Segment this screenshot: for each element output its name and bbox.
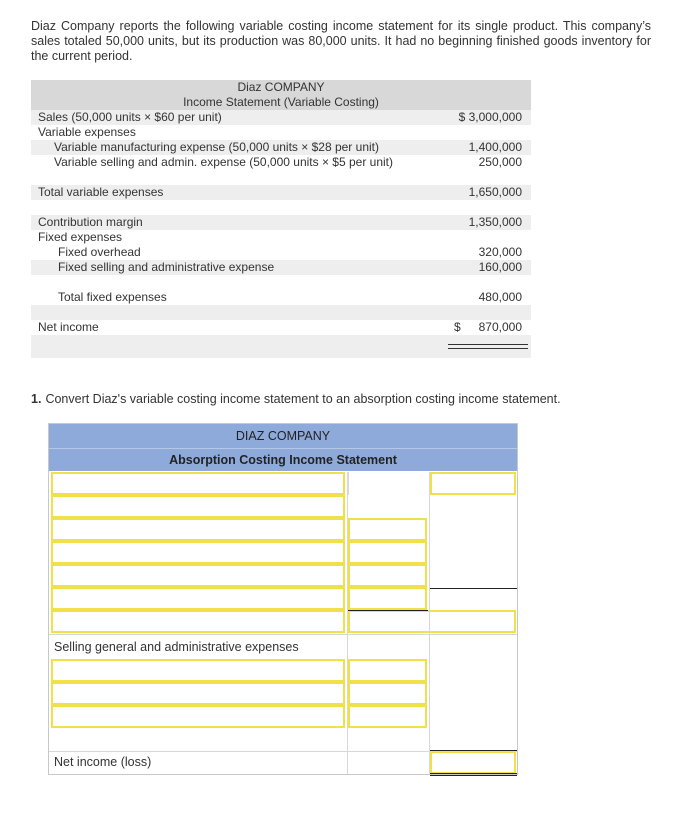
var-sell-label: Variable selling and admin. expense (50,000 units × $5 per unit) — [54, 155, 393, 169]
label-input-row-5[interactable] — [51, 564, 345, 587]
form-title-header: Absorption Costing Income Statement — [49, 449, 517, 471]
total-rule — [430, 750, 517, 751]
sga-label: Selling general and administrative expenses — [54, 640, 299, 654]
question-number: 1. — [31, 392, 42, 406]
total-variable-amount: 1,650,000 — [468, 185, 522, 199]
amount-input-row-3[interactable] — [348, 518, 427, 541]
label-input-row-3[interactable] — [51, 518, 345, 541]
subtotal-rule — [348, 610, 428, 611]
contribution-amount: 1,350,000 — [468, 215, 522, 229]
variable-expenses-label: Variable expenses — [38, 125, 136, 139]
fixed-overhead-amount: 320,000 — [478, 245, 522, 259]
amount-input-row-4[interactable] — [348, 541, 427, 564]
net-income-label: Net income — [38, 320, 99, 334]
var-sell-amount: 250,000 — [478, 155, 522, 169]
fixed-overhead-label: Fixed overhead — [58, 245, 141, 259]
sales-label: Sales (50,000 units × $60 per unit) — [38, 110, 222, 124]
label-input-row-11[interactable] — [51, 705, 345, 728]
double-rule — [430, 775, 517, 776]
label-input-row-6[interactable] — [51, 587, 345, 610]
subtotal-rule — [430, 588, 517, 589]
label-input-row-9[interactable] — [51, 659, 345, 682]
question-text: Convert Diaz's variable costing income statement to an absorption costing income statement. — [45, 392, 561, 406]
statement-title: Income Statement (Variable Costing) — [183, 95, 379, 109]
question-1 — [31, 392, 561, 406]
variable-costing-statement — [31, 80, 531, 358]
amount-input-row-5[interactable] — [348, 564, 427, 587]
statement-company: Diaz COMPANY — [237, 80, 325, 94]
net-income-dollar: $ — [454, 320, 461, 334]
amount-input-row-1[interactable] — [430, 472, 516, 495]
total-fixed-amount: 480,000 — [478, 290, 522, 304]
form-company-header: DIAZ COMPANY — [49, 424, 517, 449]
amount-input-row-9[interactable] — [348, 659, 427, 682]
label-input-row-4[interactable] — [51, 541, 345, 564]
amount-input-row-6[interactable] — [348, 587, 427, 610]
net-income-input[interactable] — [430, 751, 516, 774]
net-income-amount: 870,000 — [478, 320, 522, 334]
var-mfg-amount: 1,400,000 — [468, 140, 522, 154]
label-input-row-2[interactable] — [51, 495, 345, 518]
label-input-row-10[interactable] — [51, 682, 345, 705]
fixed-sga-label: Fixed selling and administrative expense — [58, 260, 275, 274]
var-mfg-label: Variable manufacturing expense (50,000 units × $28 per unit) — [54, 140, 379, 154]
net-income-loss-label: Net income (loss) — [54, 755, 152, 769]
label-input-row-7[interactable] — [51, 610, 345, 633]
empty-cell — [348, 472, 427, 495]
amount-input-row-10[interactable] — [348, 682, 427, 705]
label-input-row-1[interactable] — [51, 472, 345, 495]
fixed-expenses-label: Fixed expenses — [38, 230, 123, 244]
amount-input-row-7[interactable] — [348, 610, 516, 633]
amount-input-row-11[interactable] — [348, 705, 427, 728]
double-rule — [430, 773, 517, 774]
sales-amount: $ 3,000,000 — [458, 110, 522, 124]
absorption-costing-form — [48, 423, 518, 775]
total-variable-label: Total variable expenses — [38, 185, 164, 199]
double-underline — [448, 348, 528, 349]
double-underline — [448, 344, 528, 345]
intro-paragraph: Diaz Company reports the following variable costing income statement for its single product. This company’s sales totaled 50,000 units, but its production was 80,000 units. It had no beginning finished goods inventory for the current period. — [31, 19, 651, 63]
contribution-label: Contribution margin — [38, 215, 143, 229]
total-fixed-label: Total fixed expenses — [58, 290, 167, 304]
fixed-sga-amount: 160,000 — [478, 260, 522, 274]
